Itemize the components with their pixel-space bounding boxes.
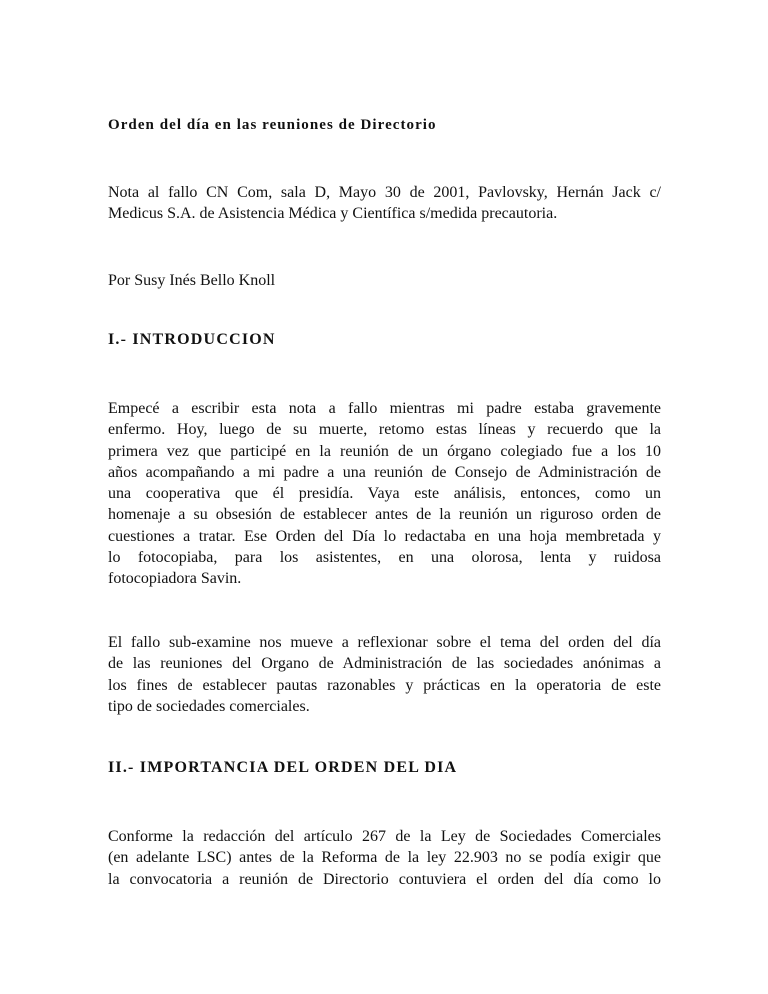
paragraph-line: fotocopiadora Savin. bbox=[108, 570, 242, 588]
paragraph-line: Empecé a escribir esta nota a fallo mientras mi padre estaba gravemente bbox=[108, 400, 661, 417]
importancia-paragraph-1 bbox=[108, 826, 661, 890]
intro-paragraph-2 bbox=[108, 632, 661, 717]
case-note-line: Medicus S.A. de Asistencia Médica y Científica s/medida precautoria. bbox=[108, 205, 558, 223]
paragraph-line: primera vez que participé en la reunión de un órgano colegiado fue a los 10 bbox=[108, 442, 661, 460]
paragraph-line: Conforme la redacción del artículo 267 de la Ley de Sociedades Comerciales bbox=[108, 828, 661, 845]
paragraph-line: tipo de sociedades comerciales. bbox=[108, 697, 310, 715]
paragraph-line: enfermo. Hoy, luego de su muerte, retomo estas líneas y recuerdo que la bbox=[108, 421, 661, 439]
section-heading-importancia: II.- IMPORTANCIA DEL ORDEN DEL DIA bbox=[108, 759, 458, 776]
paragraph-line: (en adelante LSC) antes de la Reforma de la ley 22.903 no se podía exigir que bbox=[108, 849, 661, 867]
paragraph-line: años acompañando a mi padre a una reunión de Consejo de Administración de bbox=[108, 463, 661, 481]
paragraph-line: El fallo sub-examine nos mueve a reflexionar sobre el tema del orden del día bbox=[108, 634, 661, 651]
author-text: Por Susy Inés Bello Knoll bbox=[108, 272, 276, 289]
paragraph-line: homenaje a su obsesión de establecer antes de la reunión un riguroso orden de bbox=[108, 506, 661, 524]
paragraph-line: una cooperativa que él presidía. Vaya este análisis, entonces, como un bbox=[108, 485, 661, 503]
case-note bbox=[108, 182, 661, 225]
paragraph-line: de las reuniones del Organo de Administración de las sociedades anónimas a bbox=[108, 655, 661, 673]
paragraph-line: los fines de establecer pautas razonables y prácticas en la operatoria de este bbox=[108, 676, 661, 694]
author-line bbox=[108, 270, 661, 291]
section-heading-introduccion: I.- INTRODUCCION bbox=[108, 331, 276, 348]
paragraph-line: lo fotocopiaba, para los asistentes, en una olorosa, lenta y ruidosa bbox=[108, 549, 661, 567]
paragraph-line: la convocatoria a reunión de Directorio contuviera el orden del día como lo bbox=[108, 870, 661, 888]
document-title: Orden del día en las reuniones de Directorio bbox=[108, 117, 437, 133]
case-note-line: Nota al fallo CN Com, sala D, Mayo 30 de 2001, Pavlovsky, Hernán Jack c/ bbox=[108, 184, 661, 201]
paragraph-line: cuestiones a tratar. Ese Orden del Día lo redactaba en una hoja membretada y bbox=[108, 527, 661, 545]
intro-paragraph-1 bbox=[108, 398, 661, 590]
